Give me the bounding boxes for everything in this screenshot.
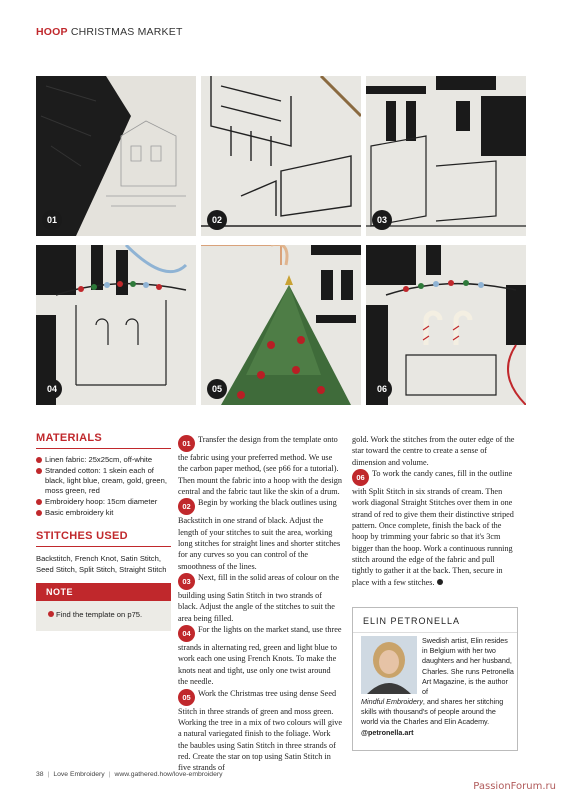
photo-05-illustration xyxy=(201,245,361,405)
step-paragraph xyxy=(352,468,517,588)
bio-text-part: Swedish artist, Elin resides in Belgium with her two daughters and her husband, Charles. She runs Petronella Art Magazine, is the author of xyxy=(422,636,514,697)
step-text: Next, fill in the solid areas of colour on the building using Satin Stitch in two strands of black. Adjust the angle of the stitches to suit the area being filled. xyxy=(178,573,339,623)
materials-item-text: Stranded cotton: 1 skein each of black, light blue, cream, gold, green, moss green, red xyxy=(45,466,167,495)
magazine-name: Love Embroidery xyxy=(53,771,105,778)
author-bio-text xyxy=(422,636,514,697)
step-number-badge: 01 xyxy=(178,435,195,452)
photo-02-illustration xyxy=(201,76,361,236)
step-photo-06 xyxy=(366,245,526,405)
instructions-column-1 xyxy=(178,434,342,774)
author-bio-text-continued xyxy=(361,697,513,738)
page-footer: 38 | Love Embroidery | www.gathered.how/love-embroidery xyxy=(36,771,223,778)
bullet-icon xyxy=(48,611,54,617)
step-paragraph xyxy=(178,572,342,624)
materials-item xyxy=(36,466,171,496)
step-text: Work the Christmas tree using dense Seed Stitch in three strands of green and moss green. Working the tree in a mix of two colours will give a natural variegated finish to the foliage. Work the baubles using Satin Stitch in three strands of red. Create the star on top using Satin Stitch in five strands of xyxy=(178,688,342,773)
step-photo-04 xyxy=(36,245,196,405)
step-text: Transfer the design from the template onto the fabric using your preferred method. We use the carbon paper method, (see p66 for a tutorial). Then mount the fabric into a hoop with the design central and the fabric taut like the skin of a drum. xyxy=(178,435,342,497)
watermark: PassionForum.ru xyxy=(473,781,556,792)
stitches-list: Backstitch, French Knot, Satin Stitch, Seed Stitch, Split Stitch, Straight Stitch xyxy=(36,554,167,574)
materials-item-text: Basic embroidery kit xyxy=(45,508,114,517)
materials-item xyxy=(36,455,171,465)
step-text: To work the candy canes, fill in the outline with Split Stitch in six strands of cream. Then work diagonal Straight Stitches over them in one strand of red to give them their distinctive striped pattern. Once complete, finish the back of the hoop by trimming your fabric so that it's 3cm bigger than the hoop. Work a continuous running stitch around the edge of the fabric and pull tightly to gather it at the back. Then, secure in place with a few stitches. xyxy=(352,469,514,587)
bullet-icon xyxy=(36,510,42,516)
step-photo-03 xyxy=(366,76,526,236)
materials-item xyxy=(36,508,171,518)
photo-number-badge: 05 xyxy=(207,379,227,399)
photo-04-illustration xyxy=(36,245,196,405)
materials-box xyxy=(36,432,171,519)
photo-number-badge: 04 xyxy=(42,379,62,399)
end-mark-icon xyxy=(437,579,443,585)
step-text: For the lights on the market stand, use three strands in alternating red, green and light blue to work each one using French Knots. To make the knots neat and tight, use only one twist around the needle. xyxy=(178,625,342,687)
author-handle: @petronella.art xyxy=(361,727,414,737)
author-bio-box xyxy=(352,607,518,751)
page-number: 38 xyxy=(36,771,44,778)
step-photo-05 xyxy=(201,245,361,405)
bullet-icon xyxy=(36,468,42,474)
step-paragraph xyxy=(178,624,342,687)
photo-number-badge: 02 xyxy=(207,210,227,230)
photo-03-illustration xyxy=(366,76,526,236)
step-number-badge: 02 xyxy=(178,498,195,515)
step-number-badge: 05 xyxy=(178,689,195,706)
materials-title: MATERIALS xyxy=(36,432,171,449)
bullet-icon xyxy=(36,499,42,505)
stitches-title: STITCHES USED xyxy=(36,530,171,547)
website-link[interactable]: www.gathered.how/love-embroidery xyxy=(114,771,223,778)
step-paragraph xyxy=(178,434,342,497)
bullet-icon xyxy=(36,457,42,463)
instructions-column-2 xyxy=(352,434,517,588)
step-number-badge: 03 xyxy=(178,573,195,590)
photo-number-badge: 06 xyxy=(372,379,392,399)
stitches-box xyxy=(36,530,171,575)
step-number-badge: 04 xyxy=(178,625,195,642)
step-number-badge: 06 xyxy=(352,469,369,486)
note-body xyxy=(36,601,171,619)
note-box xyxy=(36,583,171,631)
step-text: gold. Work the stitches from the outer edge of the star toward the centre to create a sense of dimension and volume. xyxy=(352,435,515,467)
materials-item-text: Embroidery hoop: 15cm diameter xyxy=(45,497,158,506)
author-name: ELIN PETRONELLA xyxy=(353,608,517,633)
photo-number-badge: 01 xyxy=(42,210,62,230)
avatar-illustration xyxy=(361,636,417,694)
step-photo-01 xyxy=(36,76,196,236)
step-photo-02 xyxy=(201,76,361,236)
header-section: CHRISTMAS MARKET xyxy=(70,26,183,38)
step-paragraph-continued xyxy=(352,434,517,468)
author-photo xyxy=(361,636,417,694)
step-paragraph xyxy=(178,688,342,774)
page-header xyxy=(36,26,183,38)
book-title: Mindful Embroidery xyxy=(361,697,423,706)
materials-item xyxy=(36,497,171,507)
note-text: Find the template on p75. xyxy=(56,610,143,619)
photo-number-badge: 03 xyxy=(372,210,392,230)
photo-06-illustration xyxy=(366,245,526,405)
photo-01-illustration xyxy=(36,76,196,236)
bio-text-part: , and shares her stitching skills with thousand's of people around the world via the Charles and Elin Academy. xyxy=(361,697,504,727)
step-text: Begin by working the black outlines using Backstitch in one strand of black. Adjust the length of your stitches to suit the area, working long stitches for straight lines and shorter stitches for any curves so you can control of the smoothness of the lines. xyxy=(178,498,341,571)
note-title: NOTE xyxy=(36,583,171,601)
step-paragraph xyxy=(178,497,342,572)
materials-item-text: Linen fabric: 25x25cm, off-white xyxy=(45,455,153,464)
header-brand: HOOP xyxy=(36,26,68,38)
